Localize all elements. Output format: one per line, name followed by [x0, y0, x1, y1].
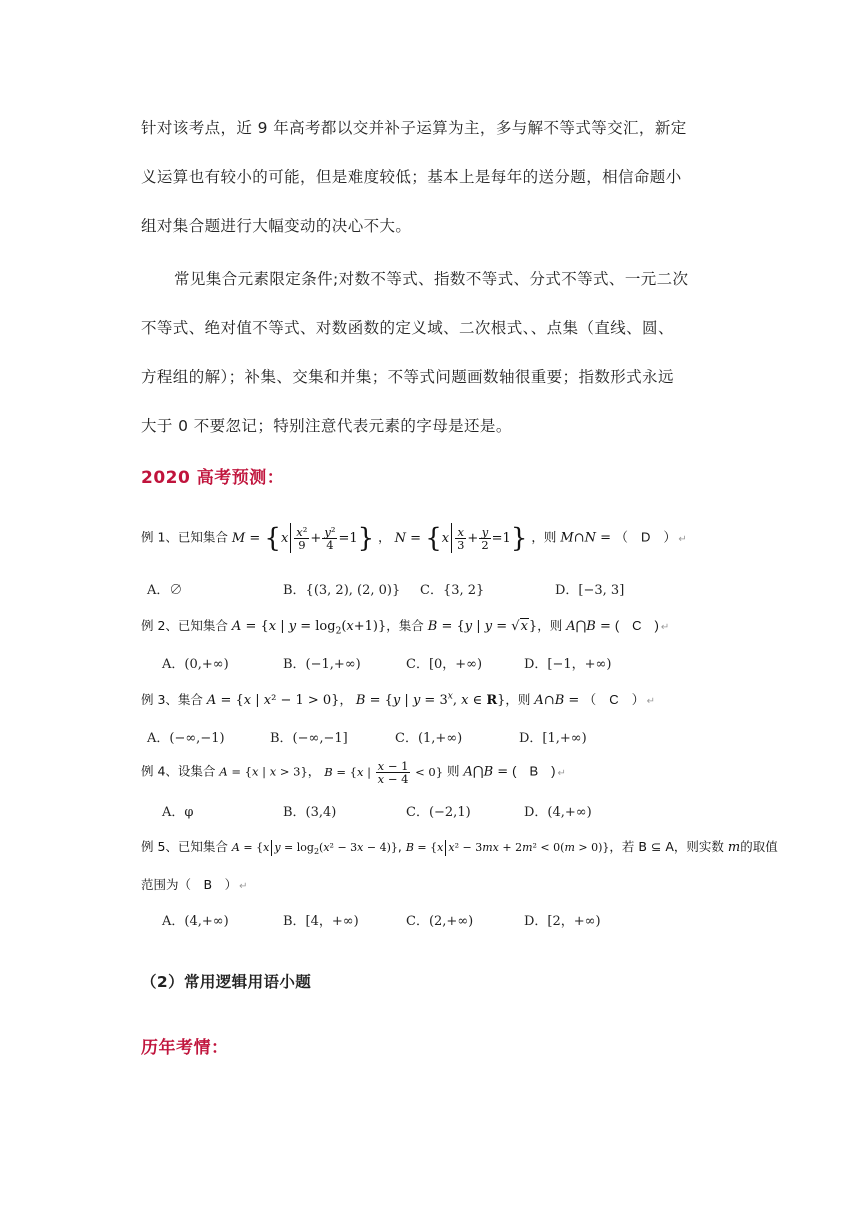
- option-d: D．(4,+∞): [524, 805, 592, 820]
- history-heading: 历年考情：: [141, 1038, 229, 1058]
- intersection-formula: A∩B =: [534, 693, 580, 708]
- set-b-formula: B = {y | $y = 3^x$, x ∈ R}: [355, 691, 506, 708]
- paragraph-line: 大于 0 不要忽记；特别注意代表元素的字母是还是。: [141, 417, 512, 435]
- example-3: 例 3、集合 A = {x | x² − 1 > 0}， B = {y | $y = 3^x$, x ∈ R}，则 A∩B = （ C ） ↵: [141, 691, 656, 708]
- example-5-line2: 范围为（ B ） ↵: [141, 877, 248, 892]
- option-c: C．[0，+∞): [406, 657, 483, 672]
- intersection-formula: A⋂B =: [566, 619, 611, 634]
- set-b-formula: B = {y | y = √x}: [427, 619, 538, 634]
- option-a: A．∅: [147, 583, 183, 598]
- example-1: 例 1、已知集合 M = {x $\frac{\text{x²}}{9}$ + $\frac{\text{y²}}{4}$ =1} ， N = {x $\frac{x}{3}$ + $\frac{y}{2}$ =1} ，则 M∩N = （ D ） ↵: [141, 523, 687, 553]
- example-4: 例 4、设集合 A = {x | x > 3}， B = {x | $\frac{x - 1}{x - 4}$ < 0} 则 A⋂B = ( B ) ↵: [141, 759, 566, 786]
- option-d: D．[−3, 3]: [555, 583, 625, 598]
- example-1-options: [147, 579, 707, 599]
- set-b-formula: B = {x x² − 3mx + 2m² < 0(m > 0)}: [405, 841, 610, 854]
- paragraph-line: 针对该考点，近 9 年高考都以交并补子运算为主，多与解不等式等交汇，新定: [141, 119, 687, 137]
- option-b: B．(3,4): [283, 805, 337, 820]
- intersection-formula: A⋂B =: [463, 764, 509, 780]
- example-2: 例 2、已知集合 A = {x | $y = \log_2(x+1)$}，集合 B = {y | y = √x}，则 A⋂B = ( C ) ↵: [141, 618, 670, 637]
- set-b-formula: B = {x | $\frac{x - 1}{x - 4}$ < 0}: [324, 759, 444, 786]
- option-d: D．[2，+∞): [524, 914, 601, 929]
- example-label: 例 2、已知集合: [141, 618, 228, 633]
- set-a-formula: A = {x | x > 3}: [219, 764, 308, 779]
- option-b: B．(−∞,−1]: [270, 731, 348, 746]
- intro-paragraph: [141, 104, 721, 251]
- example-label: 例 4、设集合: [141, 763, 216, 779]
- paragraph-line: 不等式、绝对值不等式、对数函数的定义域、二次根式、、点集（直线、圆、: [141, 319, 674, 337]
- answer-mark: ( C ): [614, 618, 659, 633]
- option-c: C．(2,+∞): [406, 914, 474, 929]
- set-n-formula: N = {x $\frac{x}{3}$ + $\frac{y}{2}$ =1}: [394, 523, 528, 553]
- option-a: A．(−∞,−1): [147, 731, 225, 746]
- option-b: B．{(3, 2), (2, 0)}: [283, 583, 401, 598]
- option-c: C．(−2,1): [406, 805, 471, 820]
- example-label: 例 1、已知集合: [141, 529, 228, 545]
- answer-mark: （ D ）: [614, 529, 677, 545]
- example-2-options: [162, 653, 722, 673]
- answer-mark: ( B ): [512, 763, 556, 779]
- example-3-options: [147, 727, 707, 747]
- paragraph-line: 方程组的解）；补集、交集和并集；不等式问题画数轴很重要；指数形式永远: [141, 368, 674, 386]
- paragraph-line: 义运算也有较小的可能，但是难度较低；基本上是每年的送分题，相信命题小: [141, 168, 682, 186]
- intersection-formula: M∩N =: [560, 530, 611, 546]
- example-5-options: [162, 910, 722, 930]
- option-d: D．[−1，+∞): [524, 657, 612, 672]
- example-5: 例 5、已知集合 A = {x $y = \log_2(x^2 - 3x - 4)$}, B = {x x² − 3mx + 2m² < 0(m > 0)}，若 B ⊆ A，则实数 m的取值: [141, 839, 778, 857]
- option-b: B．[4，+∞): [283, 914, 359, 929]
- set-a-formula: A = {x | $y = \log_2(x+1)$}: [231, 619, 387, 637]
- conditions-paragraph: [141, 255, 721, 451]
- answer-mark: （ C ）: [583, 692, 645, 707]
- option-a: A．φ: [162, 805, 194, 820]
- option-b: B．(−1,+∞): [283, 657, 361, 672]
- set-a-formula: A = {x $y = \log_2(x^2 - 3x - 4)$}: [231, 841, 398, 857]
- option-c: C．(1,+∞): [395, 731, 463, 746]
- option-c: C．{3, 2}: [420, 583, 485, 598]
- paragraph-line: 常见集合元素限定条件;对数不等式、指数不等式、分式不等式、一元二次: [174, 270, 689, 288]
- paragraph-line: 组对集合题进行大幅变动的决心不大。: [141, 217, 412, 235]
- forecast-heading: 2020 高考预测：: [141, 468, 285, 488]
- logic-heading: （2）常用逻辑用语小题: [141, 973, 312, 991]
- example-label: 例 5、已知集合: [141, 839, 228, 854]
- option-d: D．[1,+∞): [519, 731, 587, 746]
- option-a: A．(0,+∞): [162, 657, 229, 672]
- set-a-formula: A = {x | x² − 1 > 0}: [206, 693, 340, 708]
- variable-m: m: [727, 840, 741, 855]
- example-label: 例 3、集合: [141, 692, 203, 707]
- set-m-formula: M = {x $\frac{\text{x²}}{9}$ + $\frac{\text{y²}}{4}$ =1}: [231, 523, 375, 553]
- example-4-options: [162, 801, 722, 821]
- option-a: A．(4,+∞): [162, 914, 229, 929]
